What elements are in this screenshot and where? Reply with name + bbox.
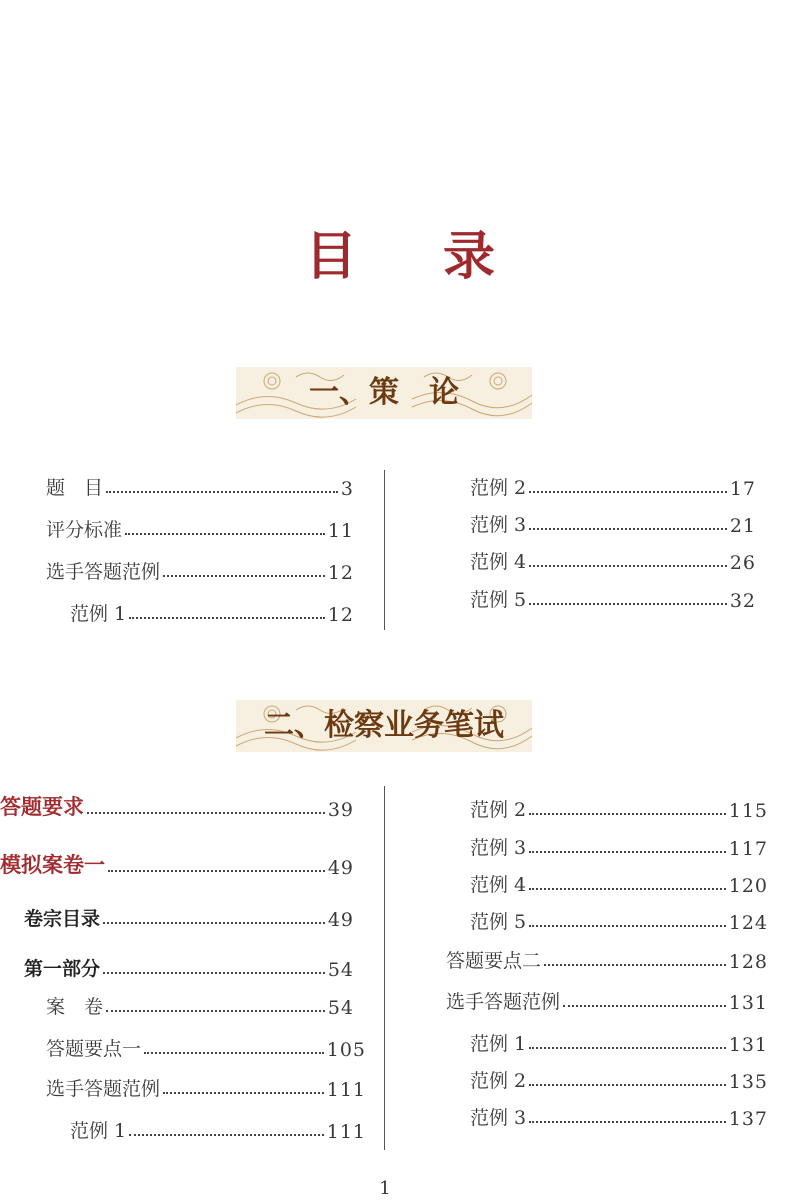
toc-entry[interactable] — [24, 901, 354, 931]
toc-page: 26 — [729, 552, 756, 574]
leader-dots — [529, 925, 726, 927]
toc-page: 117 — [728, 838, 768, 860]
toc-label: 案 卷 — [46, 996, 104, 1018]
leader-dots — [129, 617, 325, 619]
toc-page: 131 — [728, 992, 768, 1014]
leader-dots — [529, 603, 727, 605]
toc-page: 128 — [728, 951, 768, 973]
toc-label: 卷宗目录 — [24, 908, 101, 930]
toc-label: 范例 1 — [70, 1120, 127, 1142]
toc-label: 范例 4 — [470, 551, 527, 573]
column-divider-1 — [384, 470, 385, 630]
toc-page: 105 — [326, 1039, 366, 1061]
toc-entry[interactable] — [470, 470, 756, 500]
toc-page: 12 — [327, 604, 354, 626]
toc-label: 范例 2 — [470, 1070, 527, 1092]
toc-label: 选手答题范例 — [46, 1078, 161, 1100]
toc-page: 111 — [326, 1079, 366, 1101]
leader-dots — [529, 1084, 726, 1086]
toc-page: 39 — [327, 799, 354, 821]
toc-entry[interactable] — [470, 904, 768, 934]
toc-page: 49 — [327, 909, 354, 931]
toc-entry[interactable] — [46, 554, 354, 584]
toc-page: 3 — [340, 478, 354, 500]
leader-dots — [529, 1047, 726, 1049]
toc-page: 17 — [729, 478, 756, 500]
leader-dots — [529, 1121, 726, 1123]
toc-entry[interactable] — [470, 867, 768, 897]
leader-dots — [529, 851, 726, 853]
toc-page: 54 — [327, 959, 354, 981]
toc-entry[interactable] — [46, 1031, 366, 1061]
toc-entry[interactable] — [46, 512, 354, 542]
leader-dots — [103, 922, 325, 924]
toc-entry[interactable] — [70, 596, 354, 626]
toc-entry[interactable] — [470, 507, 756, 537]
toc-label: 答题要点二 — [446, 950, 542, 972]
toc-entry[interactable] — [470, 582, 756, 612]
leader-dots — [106, 1010, 325, 1012]
toc-label: 范例 4 — [470, 874, 527, 896]
toc-entry[interactable] — [470, 830, 768, 860]
leader-dots — [163, 575, 325, 577]
toc-label: 答题要点一 — [46, 1038, 142, 1060]
toc-label: 范例 3 — [470, 514, 527, 536]
toc-entry[interactable] — [470, 1063, 768, 1093]
page-title: 目 录 — [304, 226, 530, 287]
leader-dots — [529, 888, 726, 890]
toc-label: 题 目 — [46, 477, 104, 499]
leader-dots — [129, 1134, 324, 1136]
toc-entry[interactable] — [470, 1026, 768, 1056]
toc-page: 131 — [728, 1034, 768, 1056]
toc-label: 范例 2 — [470, 799, 527, 821]
leader-dots — [144, 1052, 324, 1054]
toc-page: 21 — [729, 515, 756, 537]
toc-page: 11 — [327, 520, 354, 542]
toc-entry[interactable] — [24, 951, 354, 981]
toc-page: 137 — [728, 1108, 768, 1130]
leader-dots — [103, 972, 325, 974]
page-number: 1 — [379, 1178, 391, 1199]
toc-entry[interactable] — [0, 849, 354, 879]
toc-page: 32 — [729, 590, 756, 612]
toc-entry[interactable] — [446, 984, 768, 1014]
toc-page: 124 — [728, 912, 768, 934]
toc-page: 54 — [327, 997, 354, 1019]
section-banner-2 — [236, 700, 532, 752]
toc-entry[interactable] — [470, 1100, 768, 1130]
leader-dots — [125, 533, 325, 535]
toc-label: 评分标准 — [46, 519, 123, 541]
toc-entry[interactable] — [470, 544, 756, 574]
toc-label: 答题要求 — [0, 794, 84, 819]
leader-dots — [106, 491, 338, 493]
section-banner-1 — [236, 367, 532, 419]
column-divider-2 — [384, 786, 385, 1150]
leader-dots — [529, 491, 727, 493]
toc-page: 111 — [326, 1121, 366, 1143]
toc-entry[interactable] — [446, 943, 768, 973]
leader-dots — [563, 1005, 726, 1007]
toc-entry[interactable] — [46, 989, 354, 1019]
toc-page: 115 — [728, 800, 768, 822]
leader-dots — [163, 1092, 324, 1094]
leader-dots — [529, 565, 727, 567]
leader-dots — [529, 528, 727, 530]
toc-page: 135 — [728, 1071, 768, 1093]
toc-label: 范例 2 — [470, 477, 527, 499]
toc-label: 范例 5 — [470, 589, 527, 611]
toc-label: 范例 3 — [470, 1107, 527, 1129]
section-heading-2: 二、检察业务笔试 — [264, 708, 504, 743]
section-heading-1: 一、策 论 — [309, 375, 459, 410]
toc-label: 范例 5 — [470, 911, 527, 933]
leader-dots — [108, 870, 325, 872]
leader-dots — [529, 813, 726, 815]
toc-entry[interactable] — [46, 1071, 366, 1101]
toc-label: 模拟案卷一 — [0, 852, 105, 877]
toc-entry[interactable] — [70, 1113, 366, 1143]
toc-page: 120 — [728, 875, 768, 897]
toc-label: 选手答题范例 — [46, 561, 161, 583]
toc-entry[interactable] — [46, 470, 354, 500]
toc-label: 第一部分 — [24, 958, 101, 980]
toc-label: 范例 3 — [470, 837, 527, 859]
toc-entry[interactable] — [0, 791, 354, 821]
leader-dots — [544, 964, 726, 966]
toc-page: 49 — [327, 857, 354, 879]
leader-dots — [87, 812, 325, 814]
toc-entry[interactable] — [470, 792, 768, 822]
toc-page: 12 — [327, 562, 354, 584]
toc-label: 范例 1 — [470, 1033, 527, 1055]
toc-label: 选手答题范例 — [446, 991, 561, 1013]
toc-label: 范例 1 — [70, 603, 127, 625]
